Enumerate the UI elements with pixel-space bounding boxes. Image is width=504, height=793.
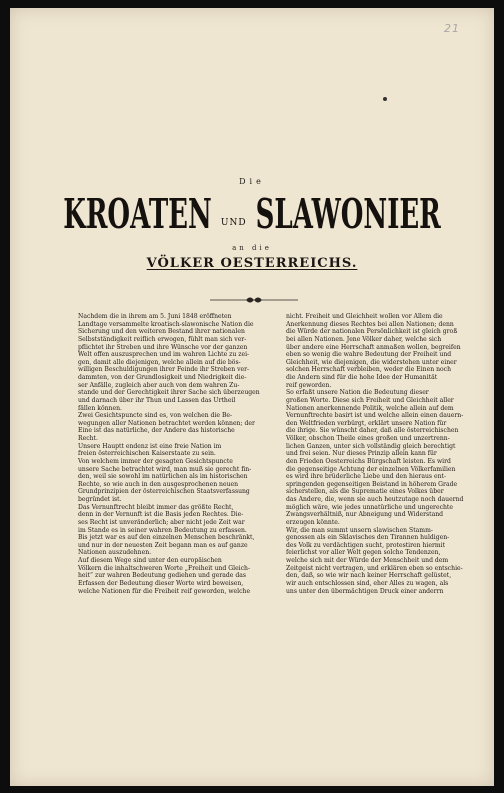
text-line: pflichtet ihr Streben und ihre Wünsche vor der ganzen (78, 343, 248, 351)
text-line: die ihrige. Sie wünscht daher, daß alle österreichischen (286, 427, 459, 435)
text-line: den Frieden Oesterreichs Bürgschaft leisten. Es wird (286, 457, 451, 465)
text-line: stande und der Gerechtigkeit ihrer Sache sich überzeugen (78, 389, 260, 397)
text-line: Selbstständigkeit reiflich erwogen, fühlt man sich ver- (78, 335, 247, 343)
text-line: freien österreichischen Kaiserstaate zu sein. (78, 450, 216, 458)
text-line: uns unter den übermächtigen Druck einer anderrn (286, 587, 444, 595)
text-line: möglich wäre, wie jedes unnatürliche und ungerechte (286, 503, 453, 511)
text-line: die Andern sind für die hohe Idee der Humanität (286, 374, 438, 381)
text-line: Auf diesem Wege sind unter den europäischen (78, 557, 222, 564)
text-line: heit“ zur wahren Bedeutung gediehen und gerade das (78, 572, 246, 580)
text-line: feierlichst vor aller Welt gegen solche Tendenzen, (286, 549, 441, 557)
text-line: unsere Sache betrachtet wird, man muß sie gerecht fin- (78, 465, 252, 473)
text-line: wegungen aller Nationen betrachtet werden können; der (78, 419, 255, 427)
text-line: Von welchem immer der gesagten Gesichtspuncte (78, 457, 233, 465)
text-line: des Volk zu verdächtigen sucht, protestiren hiermit (286, 541, 446, 549)
text-line: Völkern die inhaltschweren Worte „Freiheit und Gleich- (78, 564, 251, 572)
text-line: fällen können. (78, 404, 122, 412)
text-line: Nationen auszudehnen. (78, 549, 152, 557)
title-slawonier: SLAWONIER (255, 191, 441, 239)
text-line: es wird ihre brüderliche Liebe und den hieraus ent- (286, 473, 447, 481)
text-line: Bis jetzt war es auf den einzelnen Menschen beschränkt, (78, 534, 255, 542)
text-column-left (78, 313, 274, 595)
text-line: welche sich mit der Würde der Menschheit und dem (286, 557, 449, 564)
archive-number: 21 (444, 22, 460, 35)
text-line: genossen als ein Sklavisches den Tirannen huldigen- (286, 534, 450, 542)
document-page (10, 8, 494, 786)
text-line: Unsere Hauptt endenz ist eine freie Nation im (78, 442, 222, 450)
text-line: Grundprinzipien der österreichischen Staatsverfassung (78, 488, 250, 496)
document-title (10, 191, 494, 239)
text-line: die gegenseitige Achtung der einzelnen Völkerfamilien (286, 465, 456, 473)
text-line: das Andere, die, wenn sie auch heutzutage noch dauernd (286, 496, 464, 503)
text-line: ser Anfälle, zugleich aber auch von dem wahren Zu- (78, 381, 240, 389)
title-und: UND (220, 217, 247, 228)
text-line: Zwangsverhältniß, nur Abneigung und Widerstand (286, 511, 444, 519)
title-kroaten: KROATEN (63, 191, 212, 239)
text-line: Gleichheit, wie diejenigen, die widerstehen unter einer (286, 358, 457, 366)
text-line: Erfassen der Bedeutung dieser Worte wird beweisen, (78, 579, 244, 587)
text-line: lichen Ganzen, unter sich vollständig gleich berechtigt (286, 442, 456, 450)
text-line: Völker, obschon Theile eines großen und unzertrenn- (286, 435, 450, 442)
text-line: gen, damit alle diejenigen, welche allein auf die bös- (78, 358, 241, 366)
text-line: Welt offen auszusprechen und im wahren Lichte zu zei- (78, 351, 250, 359)
text-line: Sicherung und den weiteren Bestand ihrer nationalen (78, 328, 245, 336)
text-line: So erfaßt unsere Nation die Bedeutung dieser (286, 389, 429, 397)
text-line: und frei seien. Nur dieses Prinzip allein kann für (286, 450, 437, 458)
ornament-divider (210, 295, 298, 305)
text-column-right (286, 313, 482, 595)
text-line: dammten, von der Grundlosigkeit und Niedrigkeit die- (78, 374, 247, 381)
text-line: denn in der Vernunft ist die Basis jeden Rechtes. Die- (78, 511, 244, 519)
text-line: reif geworden. (286, 381, 332, 389)
text-line: Rechte, so wie auch in den ausgesprochenen neuen (78, 480, 239, 488)
text-line: Anerkennung dieses Rechtes bei allen Nationen; denn (286, 320, 454, 328)
text-line: bei allen Nationen. Jene Völker daher, welche sich (286, 335, 442, 343)
text-line: und nur in der neuesten Zeit begann man es auf ganze (78, 541, 248, 549)
text-line: willigen Beschuldigungen ihrer Feinde ihr Streben ver- (78, 366, 250, 374)
text-line: erzeugen könnte. (286, 518, 340, 526)
text-line: den, weil sie sowohl im natürlichen als im historischen (78, 473, 248, 481)
text-line: ses Recht ist unveränderlich; aber nicht jede Zeit war (78, 518, 245, 526)
text-line: Eine ist das natürliche, der Andere das historische (78, 427, 235, 435)
text-line: springenden gegenseitigen Beistand in höherem Grade (286, 480, 458, 488)
text-line: den, daß, so wie wir nach keiner Herrschaft gelüstet, (286, 572, 452, 580)
text-line: Vernunftrechte basirt ist und welche allein einen dauern- (286, 412, 464, 420)
text-line: Nachdem die in ihrem am 5. Juni 1848 eröffneten (78, 313, 232, 320)
text-line: solchen Herrschaft verbleiben, weder die Einen noch (286, 366, 452, 374)
document-subtitle: VÖLKER OESTERREICHS. (146, 256, 358, 271)
text-line: begründet ist. (78, 496, 122, 503)
text-line: den Weltfrieden verbürgt, erklärt unsere Nation für (286, 419, 447, 427)
text-line: welche Nationen für die Freiheit reif geworden, welche (78, 587, 251, 595)
text-line: großen Worte. Diese sich Freiheit und Gleichheit aller (286, 396, 454, 404)
text-line: Zeitgeist nicht vertragen, und erklären eben so entschie- (286, 564, 463, 572)
text-line: wir auch entschlossen sind, eher Alles zu wagen, als (286, 579, 449, 587)
text-line: im Stande es in seiner wahren Bedeutung zu erfassen. (78, 526, 247, 534)
text-line: Wir, die man summt unsern slawischen Stamm- (286, 526, 433, 534)
text-line: über andere eine Herrschaft anmaßen wollen, begreifen (286, 343, 461, 351)
text-line: nicht. Freiheit und Gleichheit wollen vor Allem die (286, 313, 443, 320)
header-an-die: an die (232, 244, 272, 252)
text-line: Nationen anerkennende Politik, welche allein auf dem (286, 404, 454, 412)
header-die: Die (239, 177, 265, 186)
text-line: und darnach über ihr Thun und Lassen das Urtheil (78, 396, 236, 404)
ink-dot (383, 97, 387, 101)
text-line: Zwei Gesichtspuncte sind es, von welchen die Be- (78, 412, 233, 420)
text-line: die Würde der nationalen Persönlichkeit ist gleich groß (286, 328, 458, 336)
text-line: Das Vernunftrecht bleibt immer das größte Recht, (78, 503, 234, 511)
text-line: eben so wenig die wahre Bedeutung der Freiheit und (286, 351, 452, 359)
text-line: Recht. (78, 435, 98, 442)
text-line: Landtage versammelte kroatisch-slawonische Nation die (78, 320, 254, 328)
text-line: sicherstellen, als die Suprematie eines Volkes über (286, 488, 444, 496)
